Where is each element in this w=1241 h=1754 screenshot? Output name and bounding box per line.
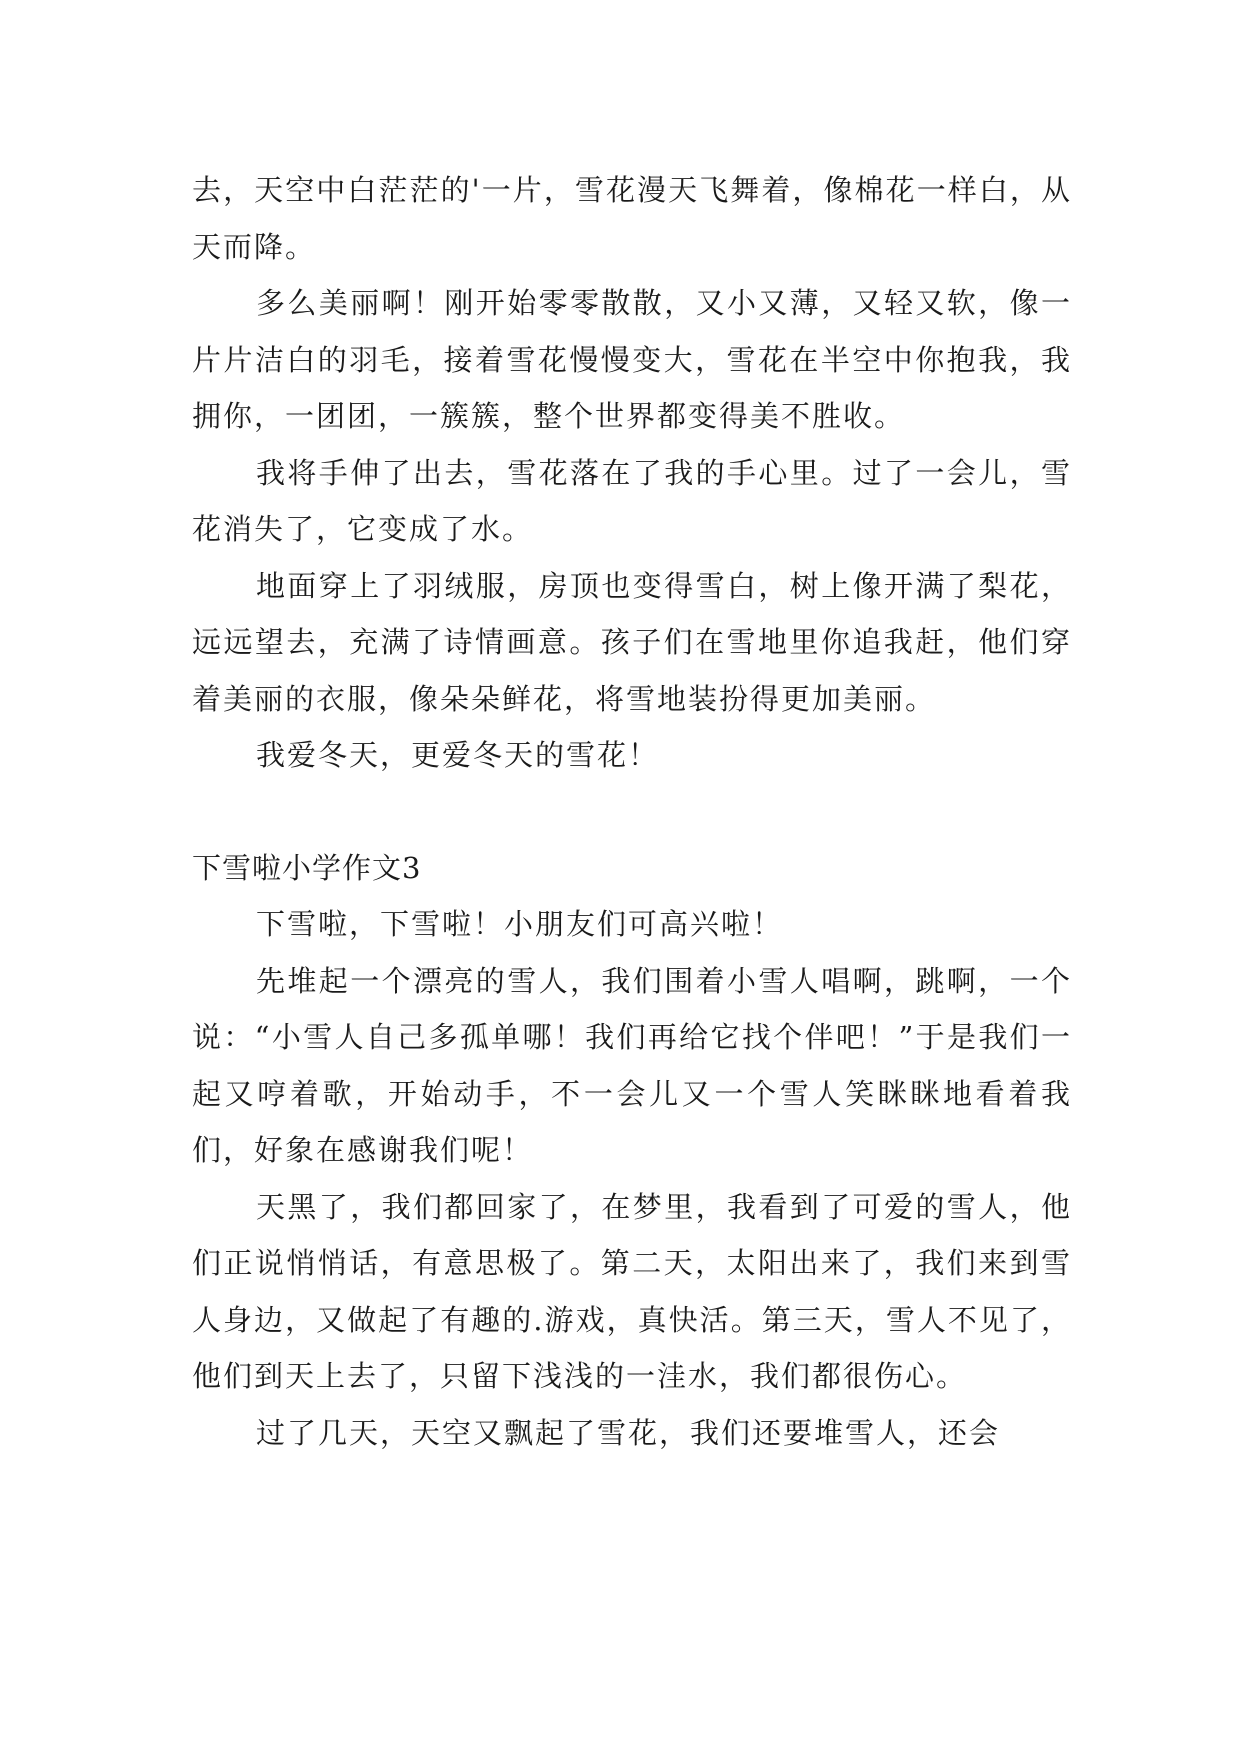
paragraph: 多么美丽啊！刚开始零零散散，又小又薄，又轻又软，像一片片洁白的羽毛，接着雪花慢慢变大，雪花在半空中你抱我，我拥你，一团团，一簇簇，整个世界都变得美不胜收。 — [192, 286, 1072, 433]
paragraph: 天黑了，我们都回家了，在梦里，我看到了可爱的雪人，他们正说悄悄话，有意思极了。第二天，太阳出来了，我们来到雪人身边，又做起了有趣的.游戏，真快活。第三天，雪人不见了，他们到天上去了，只留下浅浅的一洼水，我们都很伤心。 — [192, 1189, 1072, 1393]
paragraph: 过了几天，天空又飘起了雪花，我们还要堆雪人，还会 — [256, 1415, 1001, 1450]
paragraph: 我将手伸了出去，雪花落在了我的手心里。过了一会儿，雪花消失了，它变成了水。 — [192, 455, 1072, 546]
paragraph: 我爱冬天，更爱冬天的雪花！ — [256, 738, 660, 772]
paragraph: 下雪啦，下雪啦！小朋友们可高兴啦！ — [256, 907, 784, 941]
section-before — [192, 162, 1072, 784]
paragraph: 地面穿上了羽绒服，房顶也变得雪白，树上像开满了梨花，远远望去，充满了诗情画意。孩子们在雪地里你追我赶，他们穿着美丽的衣服，像朵朵鲜花，将雪地装扮得更加美丽。 — [192, 568, 1072, 716]
paragraph: 去，天空中白茫茫的'一片，雪花漫天飞舞着，像棉花一样白，从天而降。 — [192, 173, 1072, 264]
document-body — [192, 162, 1072, 1461]
paragraph: 先堆起一个漂亮的雪人，我们围着小雪人唱啊，跳啊，一个说：“小雪人自己多孤单哪！我们再给它找个伴吧！”于是我们一起又哼着歌，开始动手，不一会儿又一个雪人笑眯眯地看着我们，好象在感谢我们呢！ — [192, 963, 1072, 1167]
section-after — [192, 896, 1072, 1461]
section-heading: 下雪啦小学作文3 — [192, 850, 422, 885]
